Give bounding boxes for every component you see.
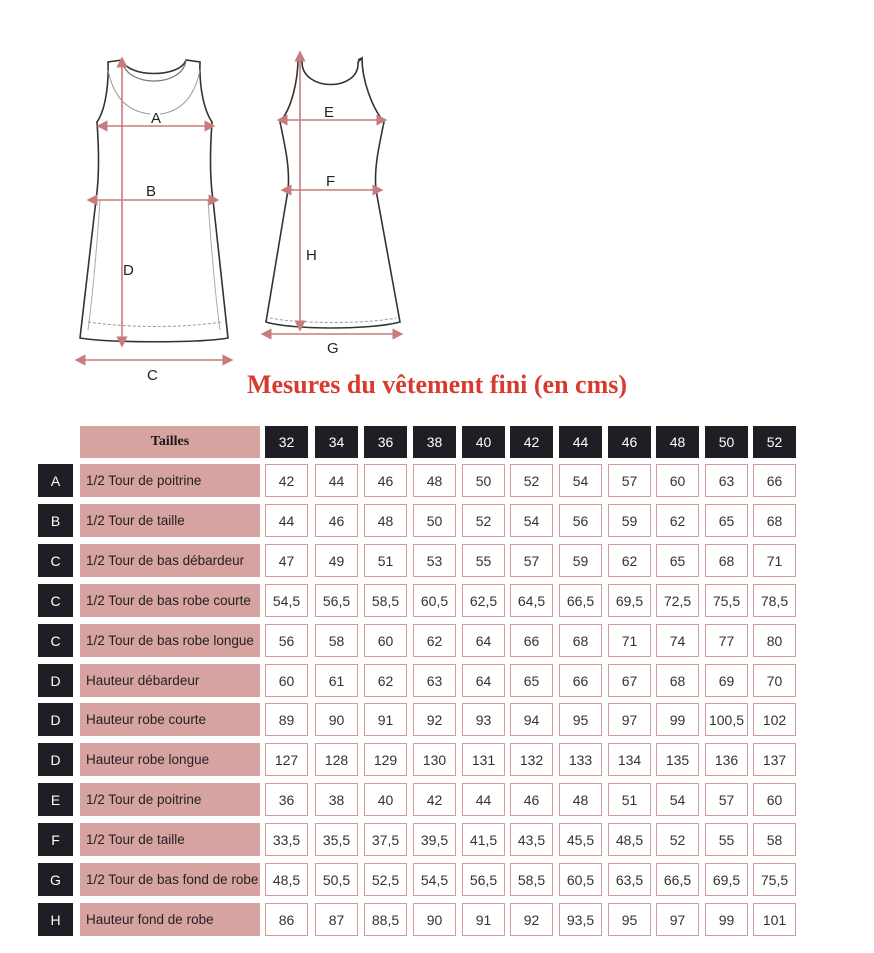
value-cell: 46 bbox=[315, 504, 358, 537]
value-cell: 86 bbox=[265, 903, 308, 936]
garment-diagram bbox=[0, 0, 874, 380]
row-letter: D bbox=[38, 664, 73, 697]
value-cell: 66 bbox=[753, 464, 796, 497]
value-cell: 60 bbox=[364, 624, 407, 657]
value-cell: 52 bbox=[656, 823, 699, 856]
row-letter: E bbox=[38, 783, 73, 816]
value-cell: 61 bbox=[315, 664, 358, 697]
value-cell: 44 bbox=[315, 464, 358, 497]
value-cell: 56 bbox=[265, 624, 308, 657]
value-cell: 57 bbox=[510, 544, 553, 577]
row-label: Hauteur robe longue bbox=[80, 743, 260, 776]
value-cell: 66 bbox=[559, 664, 602, 697]
value-cell: 97 bbox=[608, 703, 651, 736]
value-cell: 42 bbox=[265, 464, 308, 497]
value-cell: 90 bbox=[413, 903, 456, 936]
value-cell: 33,5 bbox=[265, 823, 308, 856]
value-cell: 69,5 bbox=[608, 584, 651, 617]
row-letter: A bbox=[38, 464, 73, 497]
value-cell: 65 bbox=[510, 664, 553, 697]
value-cell: 63 bbox=[705, 464, 748, 497]
value-cell: 71 bbox=[608, 624, 651, 657]
value-cell: 93,5 bbox=[559, 903, 602, 936]
value-cell: 52,5 bbox=[364, 863, 407, 896]
size-header: 40 bbox=[462, 426, 505, 458]
label-d: D bbox=[123, 262, 134, 279]
value-cell: 68 bbox=[753, 504, 796, 537]
value-cell: 75,5 bbox=[753, 863, 796, 896]
header-label: Tailles bbox=[80, 426, 260, 458]
value-cell: 137 bbox=[753, 743, 796, 776]
value-cell: 133 bbox=[559, 743, 602, 776]
value-cell: 99 bbox=[656, 703, 699, 736]
value-cell: 48 bbox=[364, 504, 407, 537]
row-label: 1/2 Tour de bas robe courte bbox=[80, 584, 260, 617]
label-a: A bbox=[151, 110, 162, 127]
size-header: 52 bbox=[753, 426, 796, 458]
size-header: 38 bbox=[413, 426, 456, 458]
size-header: 34 bbox=[315, 426, 358, 458]
value-cell: 91 bbox=[462, 903, 505, 936]
value-cell: 41,5 bbox=[462, 823, 505, 856]
size-header: 48 bbox=[656, 426, 699, 458]
value-cell: 64 bbox=[462, 624, 505, 657]
value-cell: 64 bbox=[462, 664, 505, 697]
value-cell: 132 bbox=[510, 743, 553, 776]
value-cell: 66,5 bbox=[559, 584, 602, 617]
row-letter: B bbox=[38, 504, 73, 537]
label-f: F bbox=[326, 173, 336, 190]
value-cell: 56,5 bbox=[315, 584, 358, 617]
label-h: H bbox=[306, 247, 317, 264]
row-letter: D bbox=[38, 703, 73, 736]
row-label: 1/2 Tour de taille bbox=[80, 823, 260, 856]
value-cell: 135 bbox=[656, 743, 699, 776]
value-cell: 88,5 bbox=[364, 903, 407, 936]
row-letter: G bbox=[38, 863, 73, 896]
page-title: Mesures du vêtement fini (en cms) bbox=[246, 370, 628, 399]
value-cell: 62 bbox=[364, 664, 407, 697]
slip-dress-outline bbox=[266, 58, 400, 328]
value-cell: 95 bbox=[608, 903, 651, 936]
value-cell: 91 bbox=[364, 703, 407, 736]
value-cell: 46 bbox=[510, 783, 553, 816]
row-letter: F bbox=[38, 823, 73, 856]
value-cell: 60,5 bbox=[559, 863, 602, 896]
value-cell: 128 bbox=[315, 743, 358, 776]
value-cell: 56 bbox=[559, 504, 602, 537]
value-cell: 63 bbox=[413, 664, 456, 697]
value-cell: 51 bbox=[364, 544, 407, 577]
slip-dress-arrows bbox=[266, 56, 398, 334]
row-label: Hauteur robe courte bbox=[80, 703, 260, 736]
value-cell: 58,5 bbox=[364, 584, 407, 617]
value-cell: 70 bbox=[753, 664, 796, 697]
value-cell: 46 bbox=[364, 464, 407, 497]
label-c: C bbox=[147, 367, 158, 380]
size-header: 46 bbox=[608, 426, 651, 458]
value-cell: 94 bbox=[510, 703, 553, 736]
value-cell: 39,5 bbox=[413, 823, 456, 856]
value-cell: 95 bbox=[559, 703, 602, 736]
row-label: 1/2 Tour de bas débardeur bbox=[80, 544, 260, 577]
row-letter: C bbox=[38, 584, 73, 617]
value-cell: 87 bbox=[315, 903, 358, 936]
value-cell: 48,5 bbox=[608, 823, 651, 856]
value-cell: 90 bbox=[315, 703, 358, 736]
value-cell: 60 bbox=[656, 464, 699, 497]
value-cell: 62 bbox=[656, 504, 699, 537]
value-cell: 50,5 bbox=[315, 863, 358, 896]
value-cell: 65 bbox=[656, 544, 699, 577]
value-cell: 80 bbox=[753, 624, 796, 657]
value-cell: 47 bbox=[265, 544, 308, 577]
value-cell: 134 bbox=[608, 743, 651, 776]
value-cell: 102 bbox=[753, 703, 796, 736]
value-cell: 49 bbox=[315, 544, 358, 577]
value-cell: 62 bbox=[608, 544, 651, 577]
value-cell: 48 bbox=[413, 464, 456, 497]
value-cell: 54 bbox=[656, 783, 699, 816]
value-cell: 38 bbox=[315, 783, 358, 816]
value-cell: 60 bbox=[753, 783, 796, 816]
value-cell: 62,5 bbox=[462, 584, 505, 617]
value-cell: 136 bbox=[705, 743, 748, 776]
value-cell: 69 bbox=[705, 664, 748, 697]
value-cell: 66 bbox=[510, 624, 553, 657]
value-cell: 45,5 bbox=[559, 823, 602, 856]
value-cell: 54 bbox=[510, 504, 553, 537]
value-cell: 93 bbox=[462, 703, 505, 736]
value-cell: 48 bbox=[559, 783, 602, 816]
value-cell: 36 bbox=[265, 783, 308, 816]
value-cell: 131 bbox=[462, 743, 505, 776]
value-cell: 127 bbox=[265, 743, 308, 776]
value-cell: 57 bbox=[705, 783, 748, 816]
value-cell: 60 bbox=[265, 664, 308, 697]
value-cell: 42 bbox=[413, 783, 456, 816]
value-cell: 62 bbox=[413, 624, 456, 657]
value-cell: 43,5 bbox=[510, 823, 553, 856]
value-cell: 66,5 bbox=[656, 863, 699, 896]
value-cell: 53 bbox=[413, 544, 456, 577]
value-cell: 78,5 bbox=[753, 584, 796, 617]
value-cell: 60,5 bbox=[413, 584, 456, 617]
size-header: 50 bbox=[705, 426, 748, 458]
value-cell: 101 bbox=[753, 903, 796, 936]
value-cell: 54,5 bbox=[265, 584, 308, 617]
value-cell: 75,5 bbox=[705, 584, 748, 617]
row-label: Hauteur fond de robe bbox=[80, 903, 260, 936]
value-cell: 58,5 bbox=[510, 863, 553, 896]
row-label: 1/2 Tour de bas fond de robe bbox=[80, 863, 260, 896]
value-cell: 74 bbox=[656, 624, 699, 657]
value-cell: 37,5 bbox=[364, 823, 407, 856]
label-b: B bbox=[146, 183, 157, 200]
value-cell: 68 bbox=[705, 544, 748, 577]
value-cell: 130 bbox=[413, 743, 456, 776]
label-g: G bbox=[327, 340, 339, 357]
row-label: 1/2 Tour de taille bbox=[80, 504, 260, 537]
value-cell: 54,5 bbox=[413, 863, 456, 896]
value-cell: 92 bbox=[413, 703, 456, 736]
value-cell: 58 bbox=[753, 823, 796, 856]
value-cell: 65 bbox=[705, 504, 748, 537]
value-cell: 50 bbox=[462, 464, 505, 497]
value-cell: 69,5 bbox=[705, 863, 748, 896]
row-letter: C bbox=[38, 544, 73, 577]
value-cell: 100,5 bbox=[705, 703, 748, 736]
value-cell: 59 bbox=[559, 544, 602, 577]
value-cell: 54 bbox=[559, 464, 602, 497]
row-letter: D bbox=[38, 743, 73, 776]
row-label: 1/2 Tour de poitrine bbox=[80, 464, 260, 497]
value-cell: 44 bbox=[462, 783, 505, 816]
value-cell: 97 bbox=[656, 903, 699, 936]
value-cell: 63,5 bbox=[608, 863, 651, 896]
value-cell: 55 bbox=[462, 544, 505, 577]
value-cell: 67 bbox=[608, 664, 651, 697]
size-header: 42 bbox=[510, 426, 553, 458]
row-label: 1/2 Tour de poitrine bbox=[80, 783, 260, 816]
value-cell: 64,5 bbox=[510, 584, 553, 617]
value-cell: 52 bbox=[510, 464, 553, 497]
value-cell: 50 bbox=[413, 504, 456, 537]
value-cell: 56,5 bbox=[462, 863, 505, 896]
value-cell: 71 bbox=[753, 544, 796, 577]
value-cell: 89 bbox=[265, 703, 308, 736]
row-letter: C bbox=[38, 624, 73, 657]
value-cell: 92 bbox=[510, 903, 553, 936]
label-e: E bbox=[324, 104, 335, 121]
value-cell: 57 bbox=[608, 464, 651, 497]
size-header: 36 bbox=[364, 426, 407, 458]
value-cell: 58 bbox=[315, 624, 358, 657]
value-cell: 52 bbox=[462, 504, 505, 537]
value-cell: 99 bbox=[705, 903, 748, 936]
value-cell: 129 bbox=[364, 743, 407, 776]
row-label: 1/2 Tour de bas robe longue bbox=[80, 624, 260, 657]
value-cell: 59 bbox=[608, 504, 651, 537]
value-cell: 68 bbox=[559, 624, 602, 657]
tank-dress-outline bbox=[80, 60, 228, 342]
value-cell: 68 bbox=[656, 664, 699, 697]
value-cell: 40 bbox=[364, 783, 407, 816]
value-cell: 51 bbox=[608, 783, 651, 816]
size-header: 32 bbox=[265, 426, 308, 458]
value-cell: 72,5 bbox=[656, 584, 699, 617]
size-header: 44 bbox=[559, 426, 602, 458]
value-cell: 55 bbox=[705, 823, 748, 856]
value-cell: 35,5 bbox=[315, 823, 358, 856]
value-cell: 77 bbox=[705, 624, 748, 657]
value-cell: 44 bbox=[265, 504, 308, 537]
row-letter: H bbox=[38, 903, 73, 936]
value-cell: 48,5 bbox=[265, 863, 308, 896]
row-label: Hauteur débardeur bbox=[80, 664, 260, 697]
